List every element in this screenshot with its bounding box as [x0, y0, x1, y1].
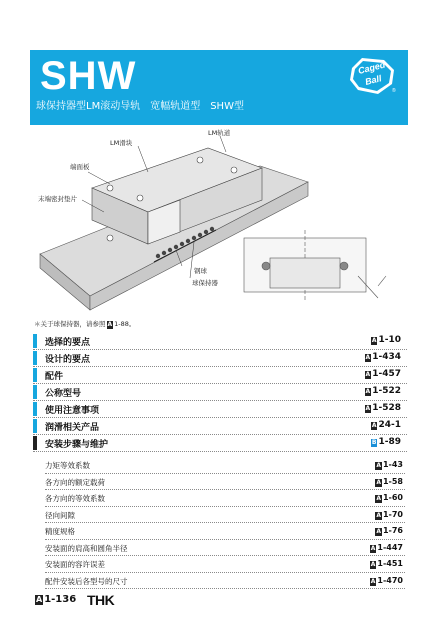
- page-subtitle: 球保持器型LM滚动导轨 宽幅轨道型 SHW型: [36, 101, 244, 112]
- caged-ball-logo-icon: [348, 54, 398, 96]
- sub-toc-ref[interactable]: A 1-60: [376, 493, 403, 502]
- label-end-plate: 端面板: [70, 163, 90, 171]
- page-title: SHW: [40, 54, 137, 98]
- sub-toc-label: 安装面的容许误差: [45, 560, 105, 569]
- toc-item[interactable]: [33, 350, 407, 367]
- label-end-seal: 末端密封垫片: [38, 195, 77, 203]
- toc-label: 选择的要点: [45, 338, 91, 348]
- toc-marker: [33, 385, 37, 399]
- toc-ref[interactable]: A 1-522: [365, 386, 401, 396]
- sub-toc-ref[interactable]: A 1-58: [376, 476, 403, 486]
- label-lm-block: LM滑块: [110, 139, 133, 147]
- toc-label: 配件: [45, 372, 64, 382]
- note-badge: A: [107, 321, 113, 328]
- toc-ref[interactable]: A 1-434: [365, 352, 401, 362]
- toc-ref[interactable]: A 1-457: [365, 369, 401, 379]
- thk-logo-text: THK: [87, 592, 115, 608]
- label-ball: 钢球: [194, 267, 207, 275]
- main-toc: [33, 333, 407, 452]
- sub-toc-ref[interactable]: A 1-451: [370, 559, 403, 568]
- sub-toc-item[interactable]: [45, 474, 405, 491]
- toc-marker: [33, 334, 37, 348]
- sub-toc-label: 精度规格: [45, 527, 75, 536]
- sub-toc-label: 力矩等效系数: [45, 461, 90, 470]
- sub-toc-ref[interactable]: A 1-470: [370, 575, 403, 585]
- sub-toc-label: 径向间隙: [45, 510, 75, 520]
- toc-item[interactable]: [33, 333, 407, 350]
- toc-marker: [33, 402, 37, 416]
- toc-marker: [33, 368, 37, 382]
- sub-toc-label: 各方向的等效系数: [45, 494, 105, 503]
- sub-toc: [45, 457, 405, 589]
- toc-marker: [33, 419, 37, 433]
- header-banner: [30, 50, 408, 125]
- sub-toc-item[interactable]: [45, 507, 405, 524]
- toc-label: 使用注意事项: [45, 406, 100, 416]
- toc-marker: [33, 351, 37, 365]
- toc-ref[interactable]: A 1-528: [365, 403, 401, 413]
- logo-text-bottom: Ball: [364, 73, 383, 87]
- toc-item[interactable]: [33, 384, 407, 401]
- sub-toc-item[interactable]: [45, 490, 405, 507]
- sub-toc-ref[interactable]: A 1-447: [370, 542, 403, 552]
- sub-toc-label: 配件安装后各型号的尺寸: [45, 576, 128, 586]
- sub-toc-item[interactable]: [45, 523, 405, 540]
- toc-marker: [33, 436, 37, 450]
- sub-toc-ref[interactable]: A 1-76: [376, 526, 403, 535]
- toc-ref[interactable]: A 1-10: [371, 335, 401, 345]
- toc-item[interactable]: [33, 367, 407, 384]
- product-illustration: [30, 126, 408, 316]
- sub-toc-item[interactable]: [45, 457, 405, 474]
- sub-toc-item[interactable]: [45, 556, 405, 573]
- logo-text-top: Caged: [357, 59, 387, 76]
- footer-badge: A: [36, 595, 43, 604]
- toc-ref[interactable]: B 1-89: [371, 437, 401, 447]
- sub-toc-ref[interactable]: A 1-70: [376, 509, 403, 519]
- toc-item[interactable]: [33, 418, 407, 435]
- toc-label: 设计的要点: [45, 355, 91, 365]
- lm-guide-drawing: [30, 126, 408, 316]
- logo-mark: ®: [392, 88, 396, 94]
- sub-toc-ref[interactable]: A 1-43: [376, 460, 403, 469]
- toc-label: 安装步骤与维护: [45, 440, 109, 450]
- label-lm-rail: LM轨道: [208, 129, 231, 137]
- sub-toc-label: 各方向的额定载荷: [45, 477, 105, 487]
- sub-toc-item[interactable]: [45, 573, 405, 590]
- sub-toc-item[interactable]: [45, 540, 405, 557]
- toc-ref[interactable]: A 24-1: [371, 420, 401, 430]
- note-ref[interactable]: 1-88: [114, 320, 129, 328]
- toc-item[interactable]: [33, 435, 407, 452]
- retainer-note: ＊关于球保持器，请参照 A 1-88。: [34, 320, 136, 328]
- label-retainer: 球保持器: [192, 279, 218, 287]
- thk-logo-icon: [86, 592, 128, 608]
- toc-label: 公称型号: [45, 389, 82, 399]
- toc-label: 润滑相关产品: [45, 423, 100, 433]
- page-number: A 1-136: [36, 594, 77, 605]
- sub-toc-label: 安装面的肩高和圆角半径: [45, 543, 128, 553]
- toc-item[interactable]: [33, 401, 407, 418]
